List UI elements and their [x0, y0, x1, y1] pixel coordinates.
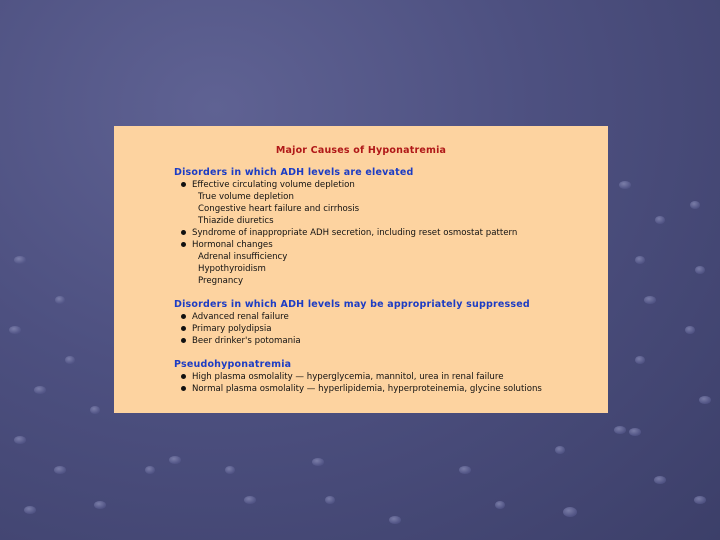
bullet-icon	[181, 374, 186, 379]
list-item: Effective circulating volume depletion	[174, 179, 517, 191]
section-pseudohyponatremia	[174, 358, 542, 395]
section-heading: Disorders in which ADH levels are elevated	[174, 167, 414, 178]
list-subitem: Hypothyroidism	[198, 264, 266, 274]
list-subitem: Pregnancy	[198, 276, 244, 286]
list-subitem: Thiazide diuretics	[198, 216, 274, 226]
list-item: Beer drinker's potomania	[174, 335, 530, 347]
bullet-icon	[181, 242, 186, 247]
bullet-icon	[181, 314, 186, 319]
list-subitem: Congestive heart failure and cirrhosis	[198, 204, 360, 214]
list-item: Primary polydipsia	[174, 323, 530, 335]
list-item: Advanced renal failure	[174, 311, 530, 323]
slide-title: Major Causes of Hyponatremia	[275, 145, 447, 156]
section-adh-elevated	[174, 166, 517, 287]
list-item: Normal plasma osmolality — hyperlipidemia, hyperproteinemia, glycine solutions	[174, 383, 542, 395]
list-subitem: Adrenal insufficiency	[198, 252, 288, 262]
bullet-icon	[181, 326, 186, 331]
section-heading: Pseudohyponatremia	[174, 359, 292, 370]
bullet-icon	[181, 338, 186, 343]
list-item: Syndrome of inappropriate ADH secretion, including reset osmostat pattern	[174, 227, 517, 239]
bullet-icon	[181, 386, 186, 391]
slide-panel	[114, 126, 608, 413]
bullet-icon	[181, 230, 186, 235]
bullet-icon	[181, 182, 186, 187]
section-adh-suppressed	[174, 298, 530, 347]
list-item: High plasma osmolality — hyperglycemia, mannitol, urea in renal failure	[174, 371, 542, 383]
section-heading: Disorders in which ADH levels may be appropriately suppressed	[174, 299, 530, 310]
list-item: Hormonal changes	[174, 239, 517, 251]
list-subitem: True volume depletion	[198, 192, 294, 202]
